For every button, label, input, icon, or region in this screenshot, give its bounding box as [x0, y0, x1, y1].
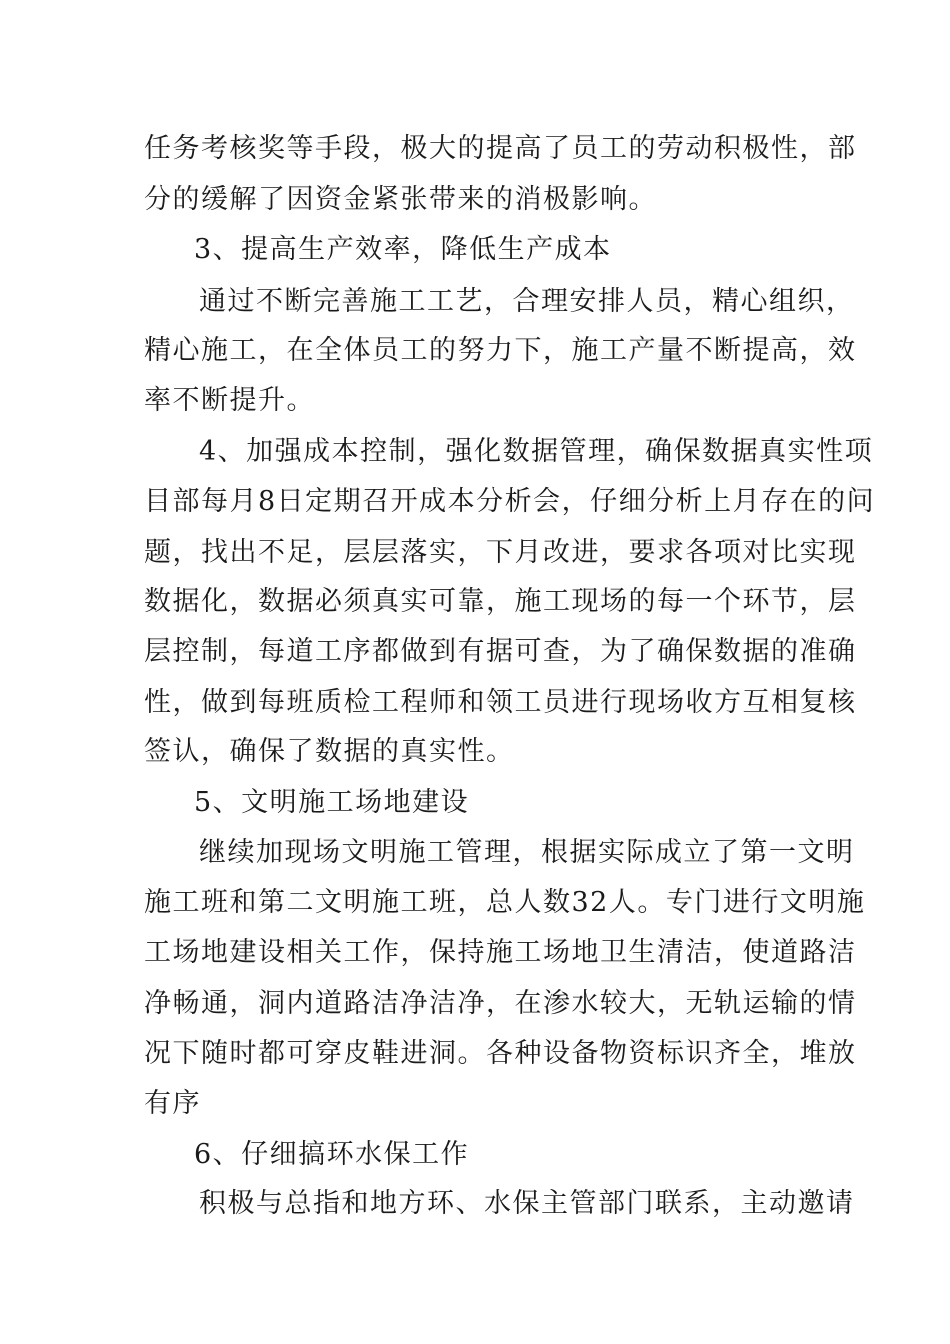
text-line: 目部每月8日定期召开成本分析会，仔细分析上月存在的问 [144, 486, 876, 517]
text-line: 数据化，数据必须真实可靠，施工现场的每一个环节，层 [144, 586, 857, 617]
text-line: 4、加强成本控制，强化数据管理，确保数据真实性项 [199, 436, 874, 467]
text-line: 况下随时都可穿皮鞋进洞。各种设备物资标识齐全，堆放 [144, 1038, 857, 1069]
text-line: 继续加现场文明施工管理，根据实际成立了第一文明 [199, 837, 855, 868]
text-line: 积极与总指和地方环、水保主管部门联系，主动邀请 [199, 1188, 855, 1219]
text-line: 施工班和第二文明施工班，总人数32人。专门进行文明施 [144, 887, 866, 918]
text-line: 题，找出不足，层层落实，下月改进，要求各项对比实现 [144, 537, 857, 568]
text-line: 有序 [144, 1088, 201, 1119]
text-line: 率不断提升。 [144, 385, 315, 416]
heading-line: 3、提高生产效率，降低生产成本 [194, 234, 612, 265]
text-line: 层控制，每道工序都做到有据可查，为了确保数据的准确 [144, 636, 857, 667]
text-line: 分的缓解了因资金紧张带来的消极影响。 [144, 184, 657, 215]
text-line: 任务考核奖等手段，极大的提高了员工的劳动积极性，部 [144, 133, 857, 164]
text-line: 净畅通，洞内道路洁净洁净，在渗水较大，无轨运输的情 [144, 988, 857, 1019]
text-line: 通过不断完善施工工艺，合理安排人员，精心组织， [199, 286, 855, 317]
heading-line: 5、文明施工场地建设 [194, 787, 470, 818]
text-line: 签认，确保了数据的真实性。 [144, 736, 515, 767]
heading-line: 6、仔细搞环水保工作 [194, 1139, 470, 1170]
text-line: 性，做到每班质检工程师和领工员进行现场收方互相复核 [144, 687, 857, 718]
text-line: 精心施工，在全体员工的努力下，施工产量不断提高，效 [144, 335, 857, 366]
text-line: 工场地建设相关工作，保持施工场地卫生清洁，使道路洁 [144, 937, 857, 968]
